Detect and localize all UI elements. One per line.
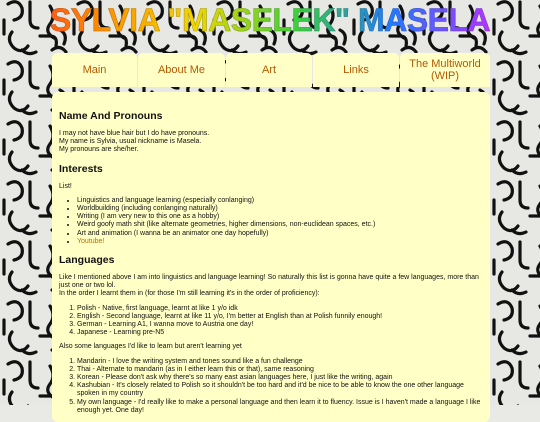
- interests-intro: List!: [59, 182, 72, 190]
- pronouns-line: My name is Sylvia, usual nickname is Masela.: [59, 138, 202, 146]
- list-item: • Linguistics and language learning (especially conlanging): [77, 197, 483, 205]
- nav-item-multiworld[interactable]: The Multiworld (WIP): [400, 53, 490, 87]
- wish-languages-list: [59, 358, 483, 415]
- site-title: SYLVIA "MASELEK" MASELA: [0, 2, 540, 39]
- list-item: 5. My own language - I'd really like to make a personal language and then learn it to fluency. Issue is I haven't made a language I like enough yet. One day!: [77, 399, 483, 415]
- list-item: • Writing (I am very new to this one as a hobby): [77, 213, 483, 221]
- list-item: 4. Kashubian - It's closely related to Polish so it shouldn't be too hard and it'd be nice to be able to know the one other language spoken in my country: [77, 382, 483, 398]
- pronouns-line: My pronouns are she/her.: [59, 146, 139, 154]
- list-item: [77, 238, 483, 246]
- pronouns-text: [59, 130, 483, 155]
- list-item: 4. Japanese - Learning pre-N5: [77, 329, 483, 337]
- interests-heading: Interests: [59, 162, 103, 175]
- list-item: 2. Thai - Alternate to mandarin (as in I either learn this or that), same reasoning: [77, 366, 483, 374]
- nav-item-main[interactable]: Main: [52, 53, 137, 87]
- languages-intro: [59, 274, 483, 299]
- languages-heading: Languages: [59, 254, 115, 267]
- main-content: [52, 92, 490, 422]
- youtube-link[interactable]: Youtube!: [77, 237, 105, 245]
- list-item: 2. English - Second language, learnt at like 11 y/o, I'm better at English than at Polish funnily enough!: [77, 313, 483, 321]
- list-item: • Worldbuilding (including conlanging naturally): [77, 205, 483, 213]
- nav-item-art[interactable]: Art: [226, 53, 312, 87]
- list-item: 1. Polish - Native, first language, learnt at like 1 y/o idk: [77, 305, 483, 313]
- pronouns-line: I may not have blue hair but I do have pronouns.: [59, 130, 210, 137]
- list-item: • Weird goofy math shit (like alternate geometries, higher dimensions, non-euclidean spaces, etc.): [77, 221, 483, 229]
- interests-list: [59, 197, 483, 246]
- nav-item-about-me[interactable]: About Me: [138, 53, 225, 87]
- languages-intro-1: Like I mentioned above I am into linguistics and language learning! So naturally this list is gonna have quite a few languages, more than just one or two lol.: [59, 274, 479, 290]
- pronouns-heading: Name And Pronouns: [59, 110, 163, 122]
- main-nav: [52, 53, 490, 87]
- list-item: • Art and animation (I wanna be an animator one day hopefully): [77, 230, 483, 238]
- list-item: 3. Korean - Please don't ask why there's so many east asian languages here, I just like the writing, again: [77, 374, 483, 382]
- list-item: 1. Mandarin - I love the writing system and tones sound like a fun challenge: [77, 358, 483, 366]
- nav-item-links[interactable]: Links: [313, 53, 399, 87]
- known-languages-list: [59, 305, 483, 338]
- wish-languages-intro: Also some languages I'd like to learn but aren't learning yet: [59, 343, 242, 351]
- languages-intro-2: In the order I learnt them in (for those I'm still learning it's in the order of proficiency):: [59, 290, 320, 298]
- list-item: 3. German - Learning A1, I wanna move to Austria one day!: [77, 321, 483, 329]
